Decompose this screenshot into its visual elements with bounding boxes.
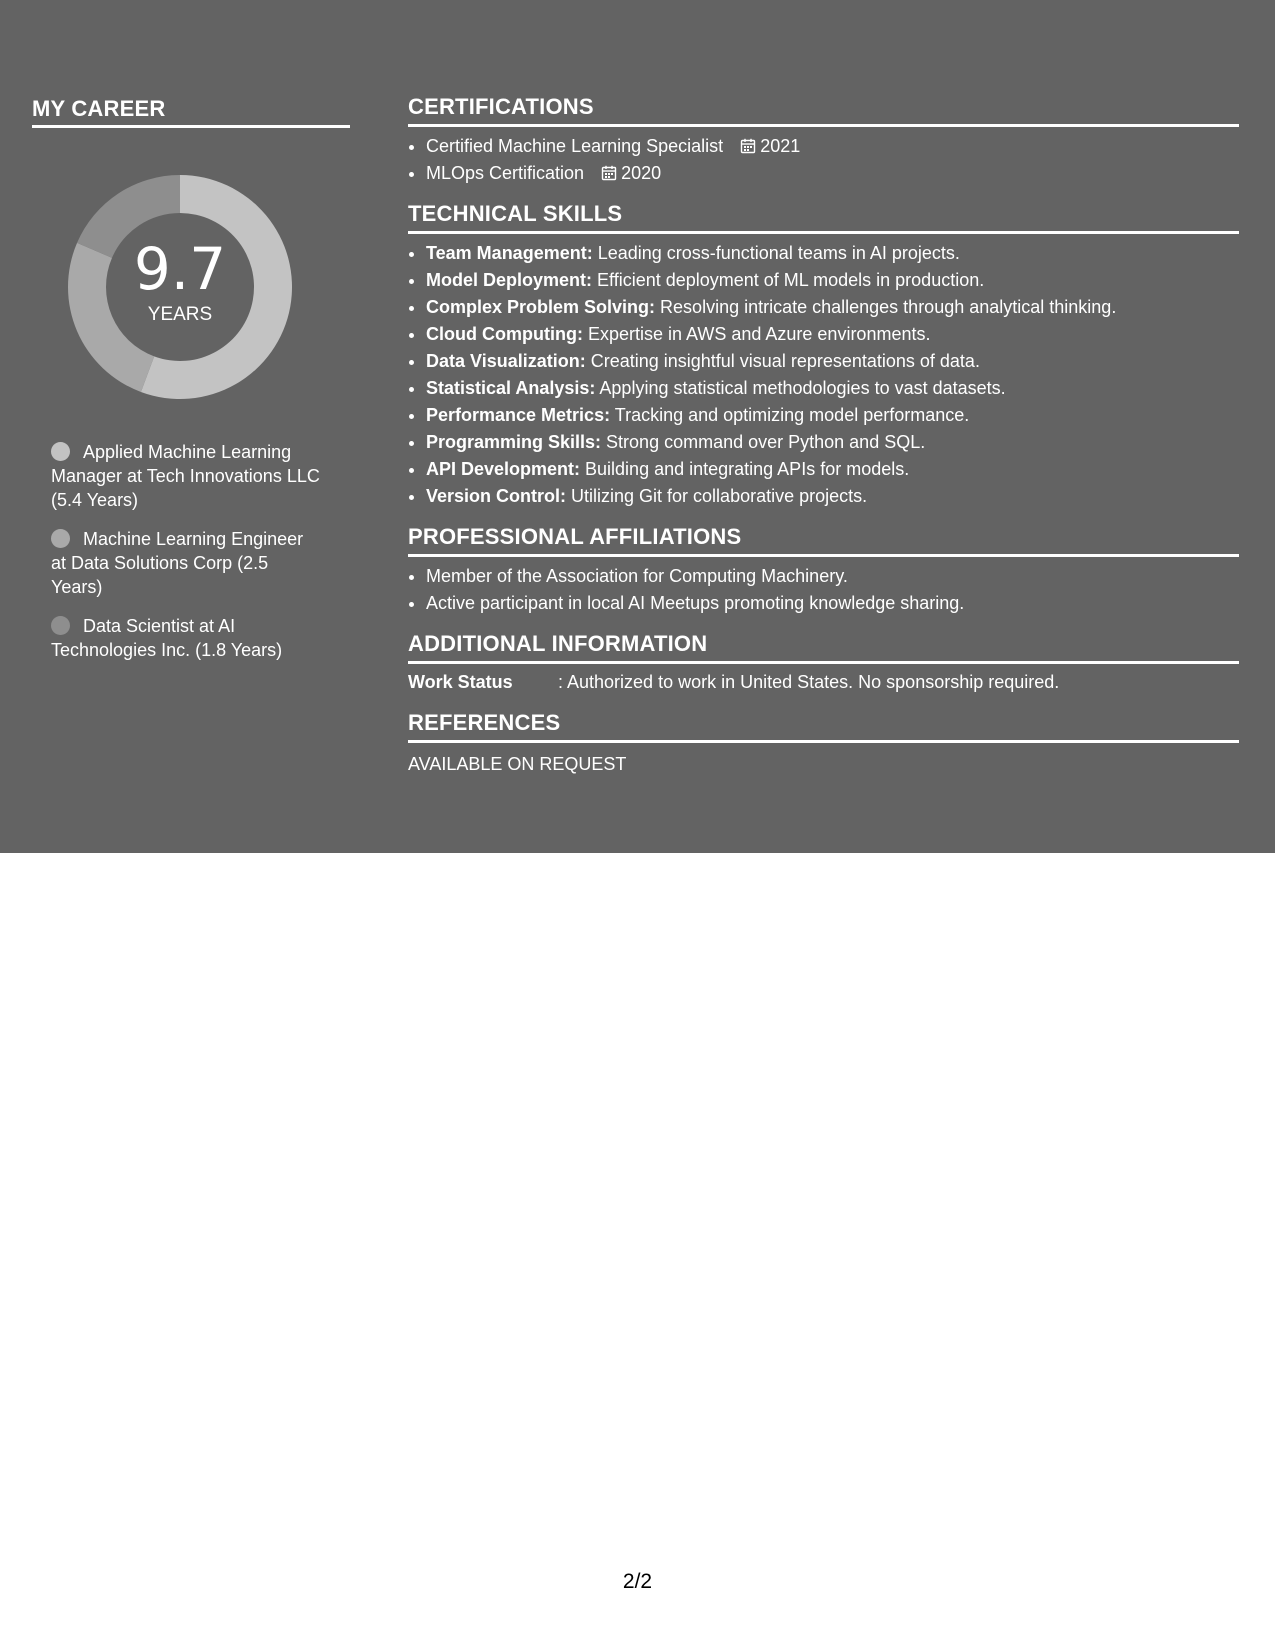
references-text: AVAILABLE ON REQUEST: [408, 754, 627, 774]
affiliations-section: [408, 523, 1239, 617]
certifications-title: CERTIFICATIONS: [408, 93, 1239, 127]
career-item-text: Data Scientist at AI Technologies Inc. (1.8 Years): [51, 616, 283, 660]
skill-label: Performance Metrics:: [426, 405, 611, 425]
additional-section: [408, 630, 1239, 696]
skill-item: [426, 429, 1239, 456]
skill-label: API Development:: [426, 459, 581, 479]
main-column: [408, 93, 1239, 791]
skill-item: [426, 348, 1239, 375]
skill-item: [426, 240, 1239, 267]
career-title: MY CAREER: [32, 95, 350, 128]
certification-year: 2021: [760, 136, 801, 156]
skill-desc: Building and integrating APIs for models.: [580, 459, 910, 479]
skill-desc: Applying statistical methodologies to vast datasets.: [595, 378, 1006, 398]
work-status-value: : Authorized to work in United States. No sponsorship required.: [558, 672, 1060, 692]
skills-title: TECHNICAL SKILLS: [408, 200, 1239, 234]
legend-dot: [51, 442, 70, 461]
certification-name: MLOps Certification: [426, 163, 585, 183]
career-item: [51, 440, 321, 512]
skill-desc: Efficient deployment of ML models in production.: [592, 270, 985, 290]
skill-desc: Utilizing Git for collaborative projects.: [566, 486, 868, 506]
skill-desc: Strong command over Python and SQL.: [601, 432, 926, 452]
skill-item: [426, 294, 1239, 321]
certification-item: [426, 133, 1239, 160]
skill-desc: Leading cross-functional teams in AI projects.: [592, 243, 960, 263]
skill-label: Data Visualization:: [426, 351, 586, 371]
affiliations-title: PROFESSIONAL AFFILIATIONS: [408, 523, 1239, 557]
additional-title: ADDITIONAL INFORMATION: [408, 630, 1239, 664]
career-donut-chart: [65, 172, 295, 402]
calendar-icon: [740, 138, 756, 154]
references-section: [408, 709, 1239, 778]
certification-year: 2020: [621, 163, 662, 183]
skill-item: [426, 483, 1239, 510]
work-status-row: [408, 669, 1239, 696]
skill-label: Statistical Analysis:: [426, 378, 596, 398]
certifications-section: [408, 93, 1239, 187]
skill-item: [426, 321, 1239, 348]
skill-item: [426, 267, 1239, 294]
skill-label: Team Management:: [426, 243, 593, 263]
skill-item: [426, 456, 1239, 483]
career-legend: [51, 440, 321, 662]
career-item-text: Machine Learning Engineer at Data Solutions Corp (2.5 Years): [51, 529, 304, 597]
skills-list: [408, 240, 1239, 510]
skill-label: Version Control:: [426, 486, 567, 506]
certification-item: [426, 160, 1239, 187]
skill-label: Complex Problem Solving:: [426, 297, 656, 317]
career-item: [51, 527, 321, 599]
career-item: [51, 614, 321, 662]
career-column: [32, 95, 350, 677]
skill-label: Cloud Computing:: [426, 324, 583, 344]
career-item-text: Applied Machine Learning Manager at Tech Innovations LLC (5.4 Years): [51, 442, 320, 510]
certification-name: Certified Machine Learning Specialist: [426, 136, 724, 156]
legend-dot: [51, 616, 70, 635]
affiliation-item: • Member of the Association for Computing Machinery.: [426, 563, 1239, 590]
legend-dot: [51, 529, 70, 548]
skill-desc: Creating insightful visual representations of data.: [585, 351, 980, 371]
total-years-unit: YEARS: [147, 304, 213, 325]
total-years-value: 9.7: [133, 235, 227, 303]
affiliations-list: [408, 563, 1239, 617]
affiliation-item: • Active participant in local AI Meetups promoting knowledge sharing.: [426, 590, 1239, 617]
skill-desc: Resolving intricate challenges through analytical thinking.: [655, 297, 1117, 317]
calendar-icon: [601, 165, 617, 181]
certifications-list: [408, 133, 1239, 187]
page-number: 2/2: [622, 1570, 653, 1593]
references-title: REFERENCES: [408, 709, 1239, 743]
skill-desc: Expertise in AWS and Azure environments.: [582, 324, 931, 344]
work-status-key: Work Status: [408, 672, 513, 692]
skills-section: [408, 200, 1239, 510]
skill-label: Programming Skills:: [426, 432, 602, 452]
skill-label: Model Deployment:: [426, 270, 593, 290]
skill-item: [426, 402, 1239, 429]
skill-item: [426, 375, 1239, 402]
skill-desc: Tracking and optimizing model performance.: [610, 405, 970, 425]
